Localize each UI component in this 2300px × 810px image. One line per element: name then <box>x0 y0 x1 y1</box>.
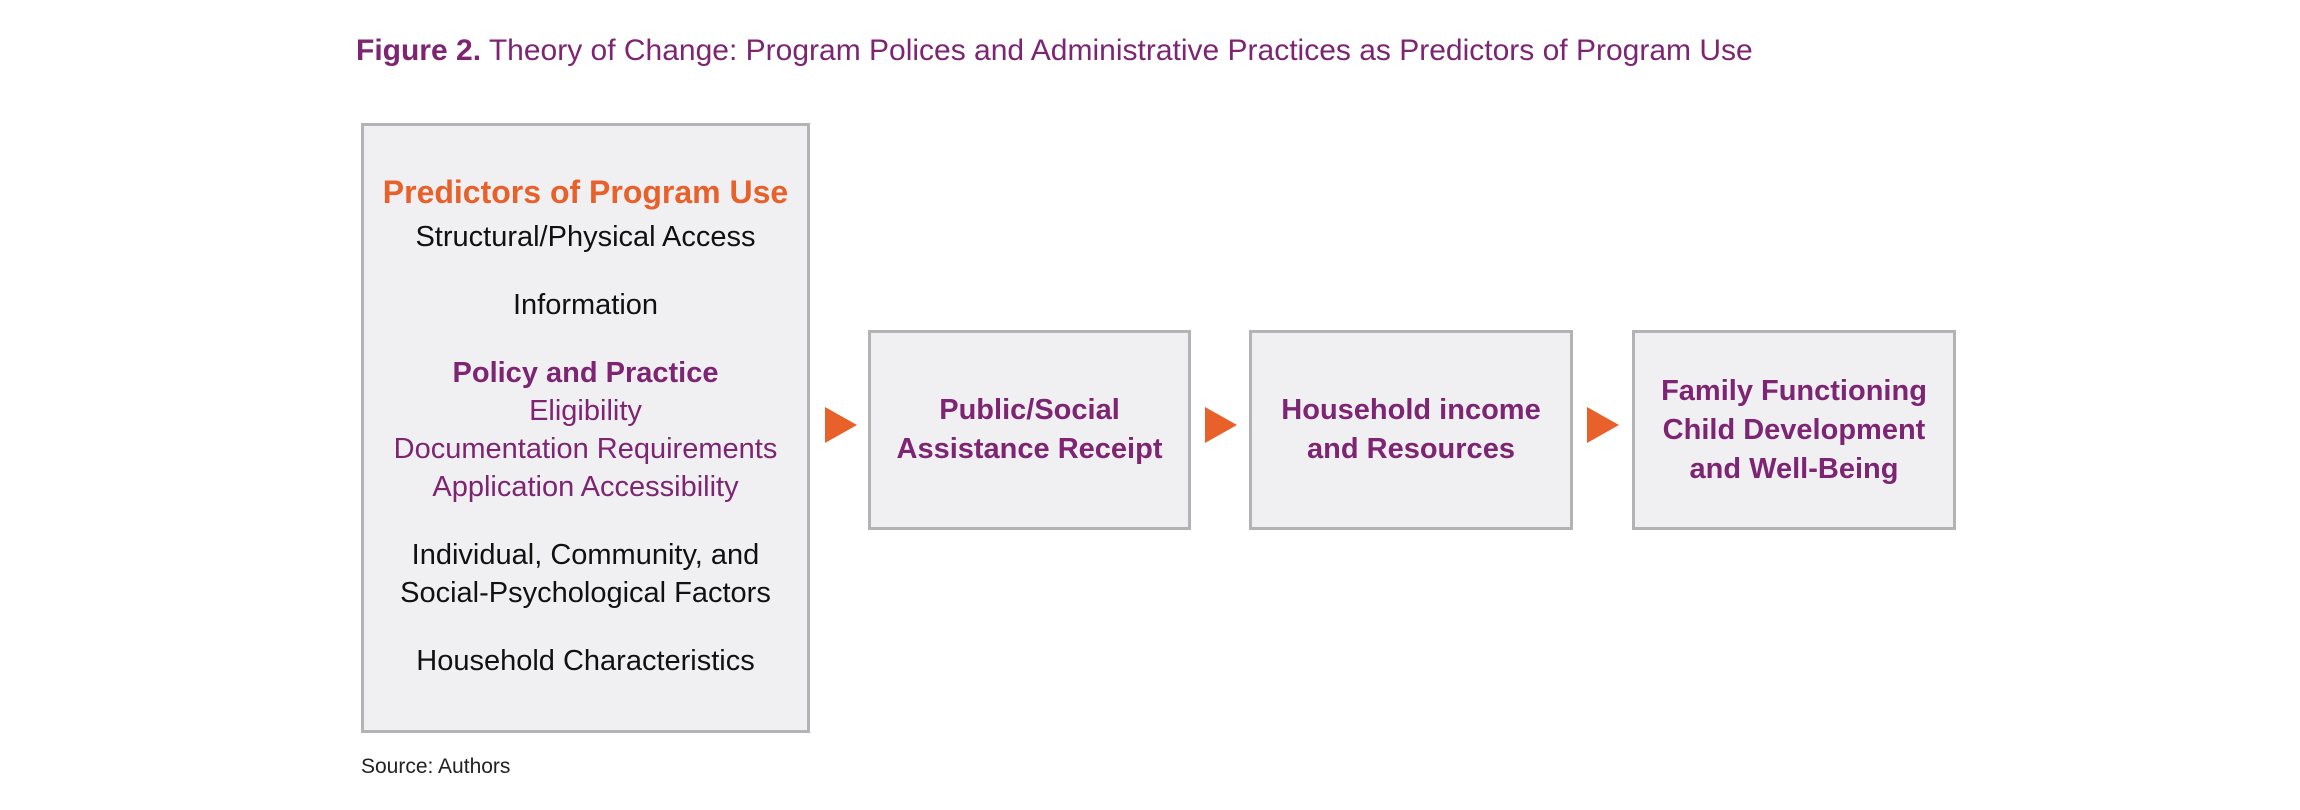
source-note: Source: Authors <box>361 755 511 778</box>
household-income-box <box>1249 330 1573 530</box>
figure-title <box>356 34 1753 68</box>
figure-title-text: Theory of Change: Program Polices and Administrative Practices as Predictors of Program Use <box>488 34 1753 67</box>
family-functioning-box <box>1632 330 1956 530</box>
policy-practice-heading: Policy and Practice <box>452 357 719 389</box>
predictor-household: Household Characteristics <box>416 645 755 677</box>
assistance-line2: Assistance Receipt <box>896 433 1163 465</box>
arrow-right-icon <box>1205 407 1237 443</box>
arrow-right-icon <box>825 407 857 443</box>
predictors-heading: Predictors of Program Use <box>382 174 789 210</box>
predictor-structural-access: Structural/Physical Access <box>415 221 756 253</box>
income-line1: Household income <box>1281 394 1541 426</box>
policy-item-application: Application Accessibility <box>432 471 739 503</box>
assistance-receipt-box <box>868 330 1191 530</box>
family-line2: Child Development <box>1662 413 1926 446</box>
family-line1: Family Functioning <box>1661 374 1927 407</box>
policy-item-documentation: Documentation Requirements <box>393 433 778 465</box>
policy-item-eligibility: Eligibility <box>529 395 642 427</box>
family-line3: and Well-Being <box>1689 452 1899 485</box>
income-line2: and Resources <box>1307 433 1515 465</box>
arrow-right-icon <box>1587 407 1619 443</box>
predictor-factors-line1: Individual, Community, and <box>411 539 760 571</box>
predictors-box <box>361 123 810 733</box>
predictor-factors-line2: Social-Psychological Factors <box>400 577 771 609</box>
assistance-line1: Public/Social <box>939 394 1120 426</box>
predictor-information: Information <box>512 289 659 321</box>
figure-label: Figure 2. <box>356 34 482 67</box>
